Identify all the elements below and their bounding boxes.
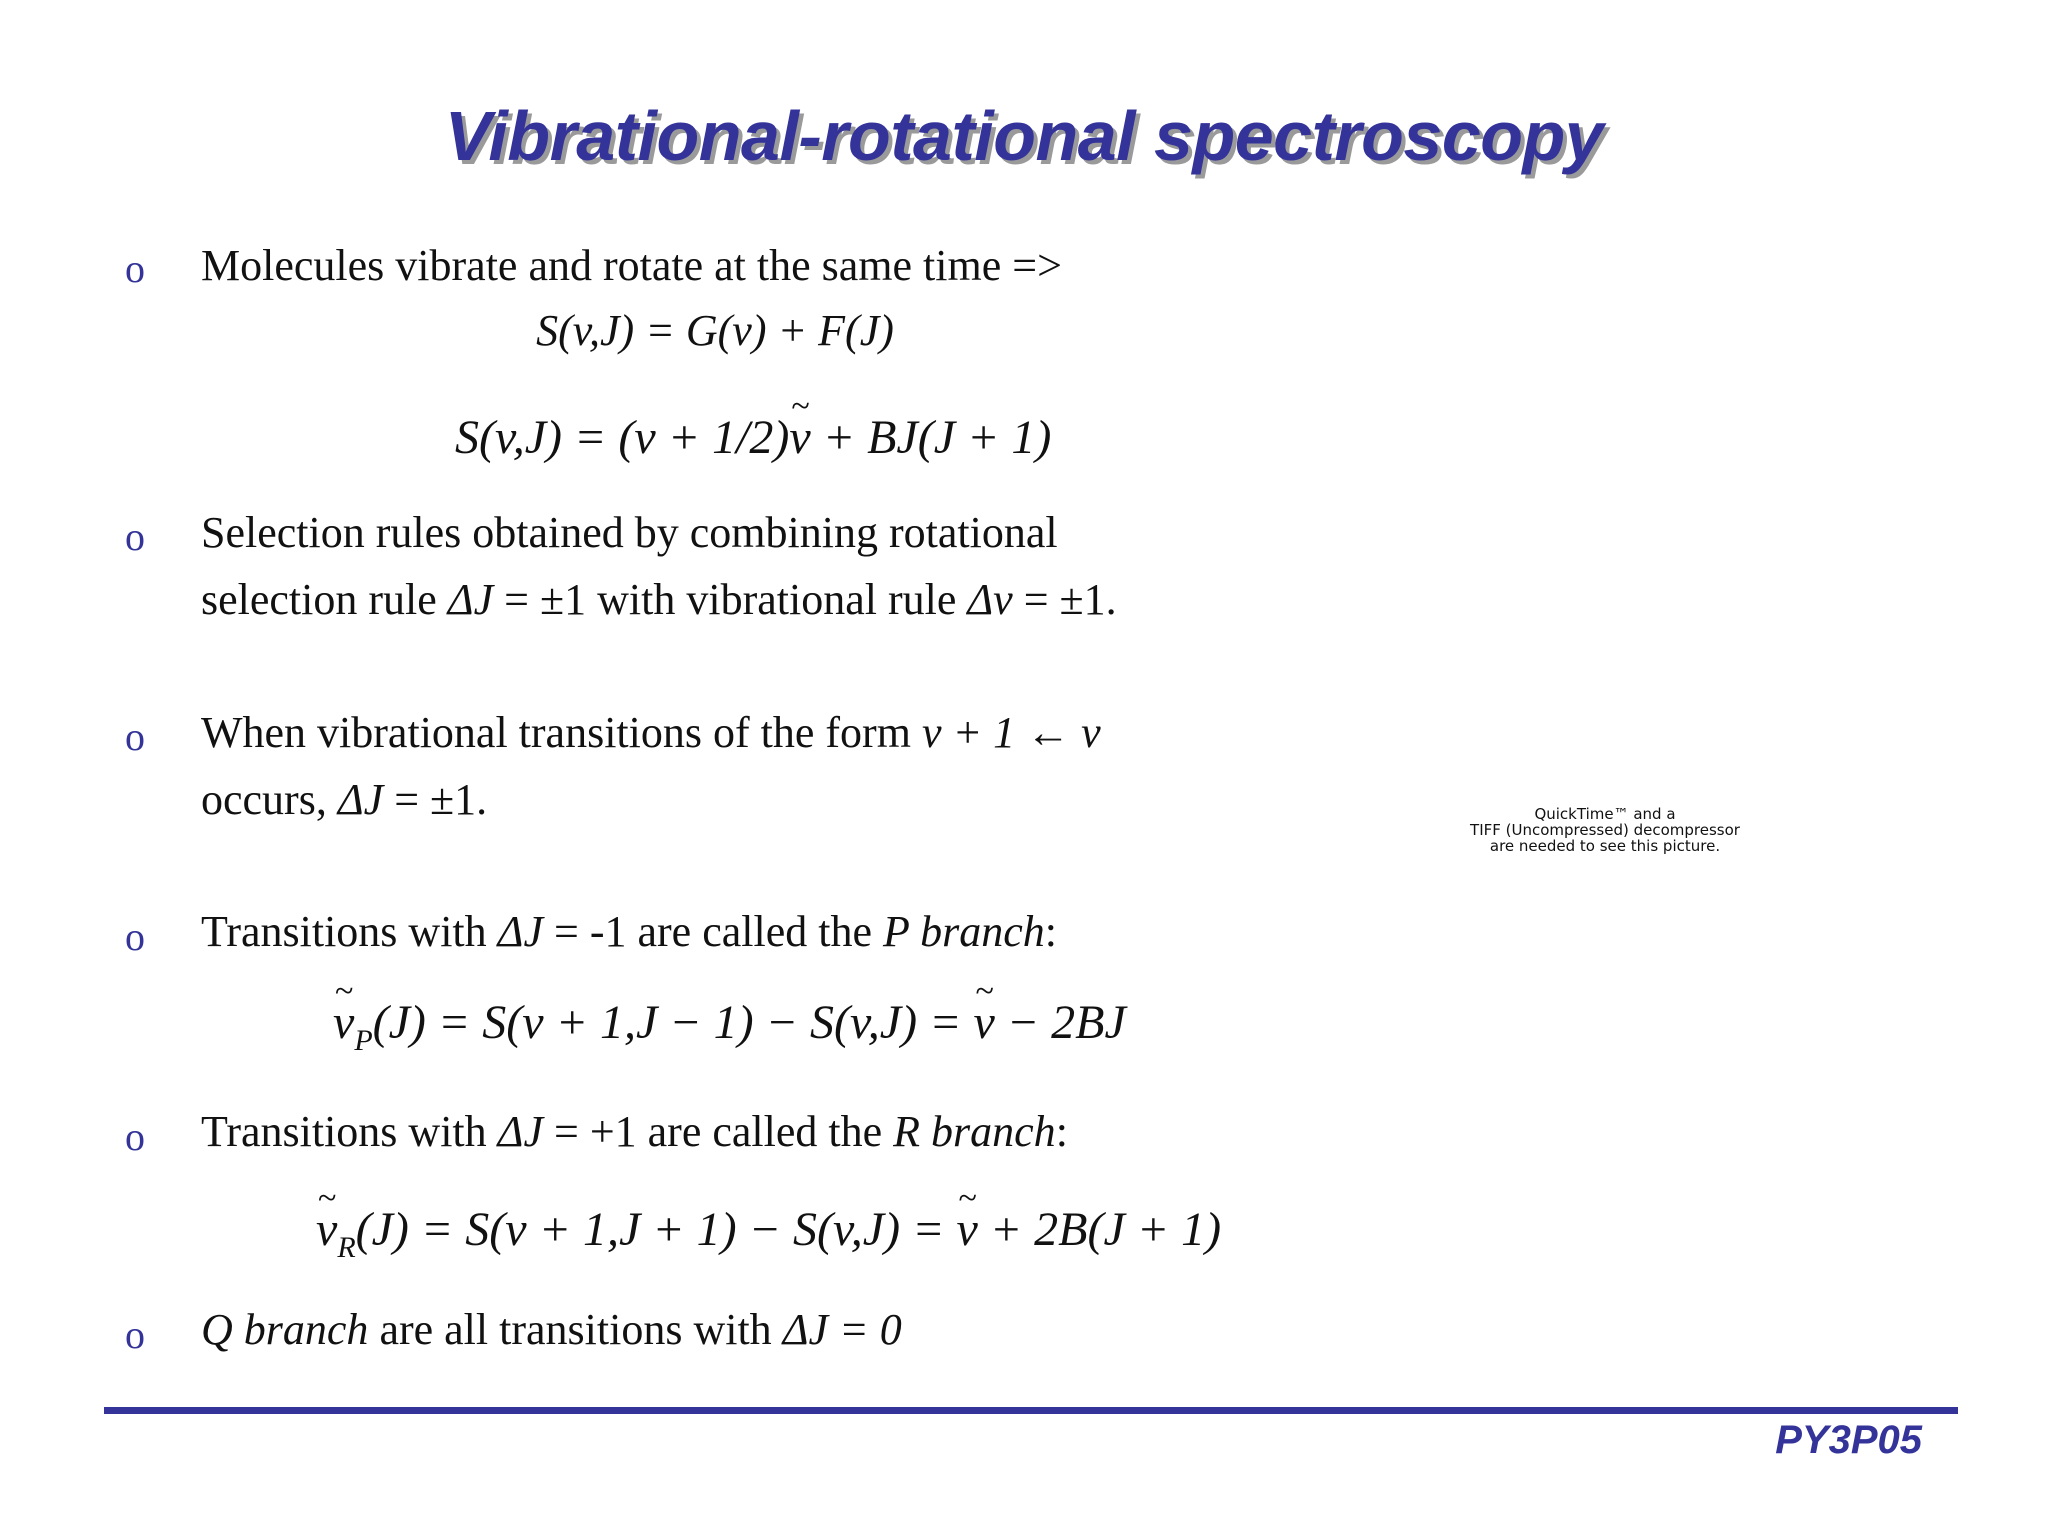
nu-tilde: ~ v	[789, 410, 810, 465]
bullet-1-formula: S(v,J) = G(v) + F(J)	[536, 306, 894, 355]
equation-body: (J) = S(v + 1,J + 1) − S(v,J) =	[355, 1203, 957, 1256]
text-run: :	[1055, 1107, 1068, 1156]
p-branch-label: P branch	[882, 907, 1045, 956]
equation-tail: − 2BJ	[994, 996, 1126, 1049]
bullet-marker: o	[125, 714, 145, 759]
delta-j: ΔJ	[497, 1107, 544, 1156]
bullet-5-text	[201, 1106, 1068, 1157]
transition-expression: v + 1 ← v	[921, 708, 1101, 757]
equation-s-vj	[455, 410, 1051, 465]
text-run: = +1 are called the	[543, 1107, 894, 1156]
bullet-marker: o	[125, 914, 145, 959]
equation-body: (J) = S(v + 1,J − 1) − S(v,J) =	[372, 996, 974, 1049]
delta-v: Δv	[967, 575, 1013, 624]
equation-r-branch	[316, 1202, 1222, 1264]
bullet-2-line-2	[201, 574, 1117, 625]
placeholder-line: are needed to see this picture.	[1489, 837, 1721, 855]
text-run: = -1 are called the	[543, 907, 883, 956]
equation-rhs: + BJ(J + 1)	[810, 411, 1052, 464]
text-run: Transitions with	[201, 907, 498, 956]
nu-tilde: ~ v	[333, 995, 354, 1050]
bullet-1-text: Molecules vibrate and rotate at the same time =>	[201, 241, 1062, 290]
text-run: Transitions with	[201, 1107, 498, 1156]
r-branch-label: R branch	[893, 1107, 1056, 1156]
slide-title: Vibrational-rotational spectroscopy	[444, 97, 1604, 175]
bullet-6-text	[201, 1304, 902, 1355]
q-branch-label: Q branch	[201, 1305, 369, 1354]
equation-lhs: S(v,J) = (v + 1/2)	[455, 411, 790, 464]
text-run: are all transitions with	[368, 1305, 783, 1354]
nu-tilde: ~ v	[316, 1202, 337, 1257]
bullet-marker: o	[125, 1312, 145, 1357]
text-run: = ±1.	[1012, 575, 1117, 624]
delta-j: ΔJ	[497, 907, 544, 956]
bullet-marker: o	[125, 1114, 145, 1159]
bullet-3-line-1	[201, 707, 1101, 758]
text-run: :	[1044, 907, 1057, 956]
delta-j: ΔJ	[447, 575, 494, 624]
text-run: occurs,	[201, 775, 338, 824]
subscript-p: P	[354, 1024, 373, 1057]
nu-tilde: ~ v	[973, 995, 994, 1050]
bullet-marker: o	[125, 246, 145, 291]
equation-tail: + 2B(J + 1)	[977, 1203, 1222, 1256]
bullet-4-text	[201, 906, 1057, 957]
bullet-marker: o	[125, 514, 145, 559]
placeholder-line: TIFF (Uncompressed) decompressor	[1470, 821, 1740, 839]
nu-tilde: ~ v	[956, 1202, 977, 1257]
text-run: = ±1 with vibrational rule	[493, 575, 968, 624]
course-code: PY3P05	[1775, 1418, 1922, 1462]
bullet-3-line-2	[201, 774, 487, 825]
delta-j: ΔJ	[337, 775, 384, 824]
subscript-r: R	[337, 1231, 356, 1264]
placeholder-line: QuickTime™ and a	[1534, 805, 1676, 823]
image-placeholder	[1440, 806, 1770, 854]
footer-divider	[104, 1407, 1958, 1414]
text-run: = ±1.	[383, 775, 488, 824]
text-run: selection rule	[201, 575, 448, 624]
bullet-2-line-1: Selection rules obtained by combining rotational	[201, 508, 1058, 557]
equation-p-branch	[333, 995, 1126, 1057]
text-run: When vibrational transitions of the form	[201, 708, 922, 757]
delta-j: ΔJ = 0	[782, 1305, 902, 1354]
